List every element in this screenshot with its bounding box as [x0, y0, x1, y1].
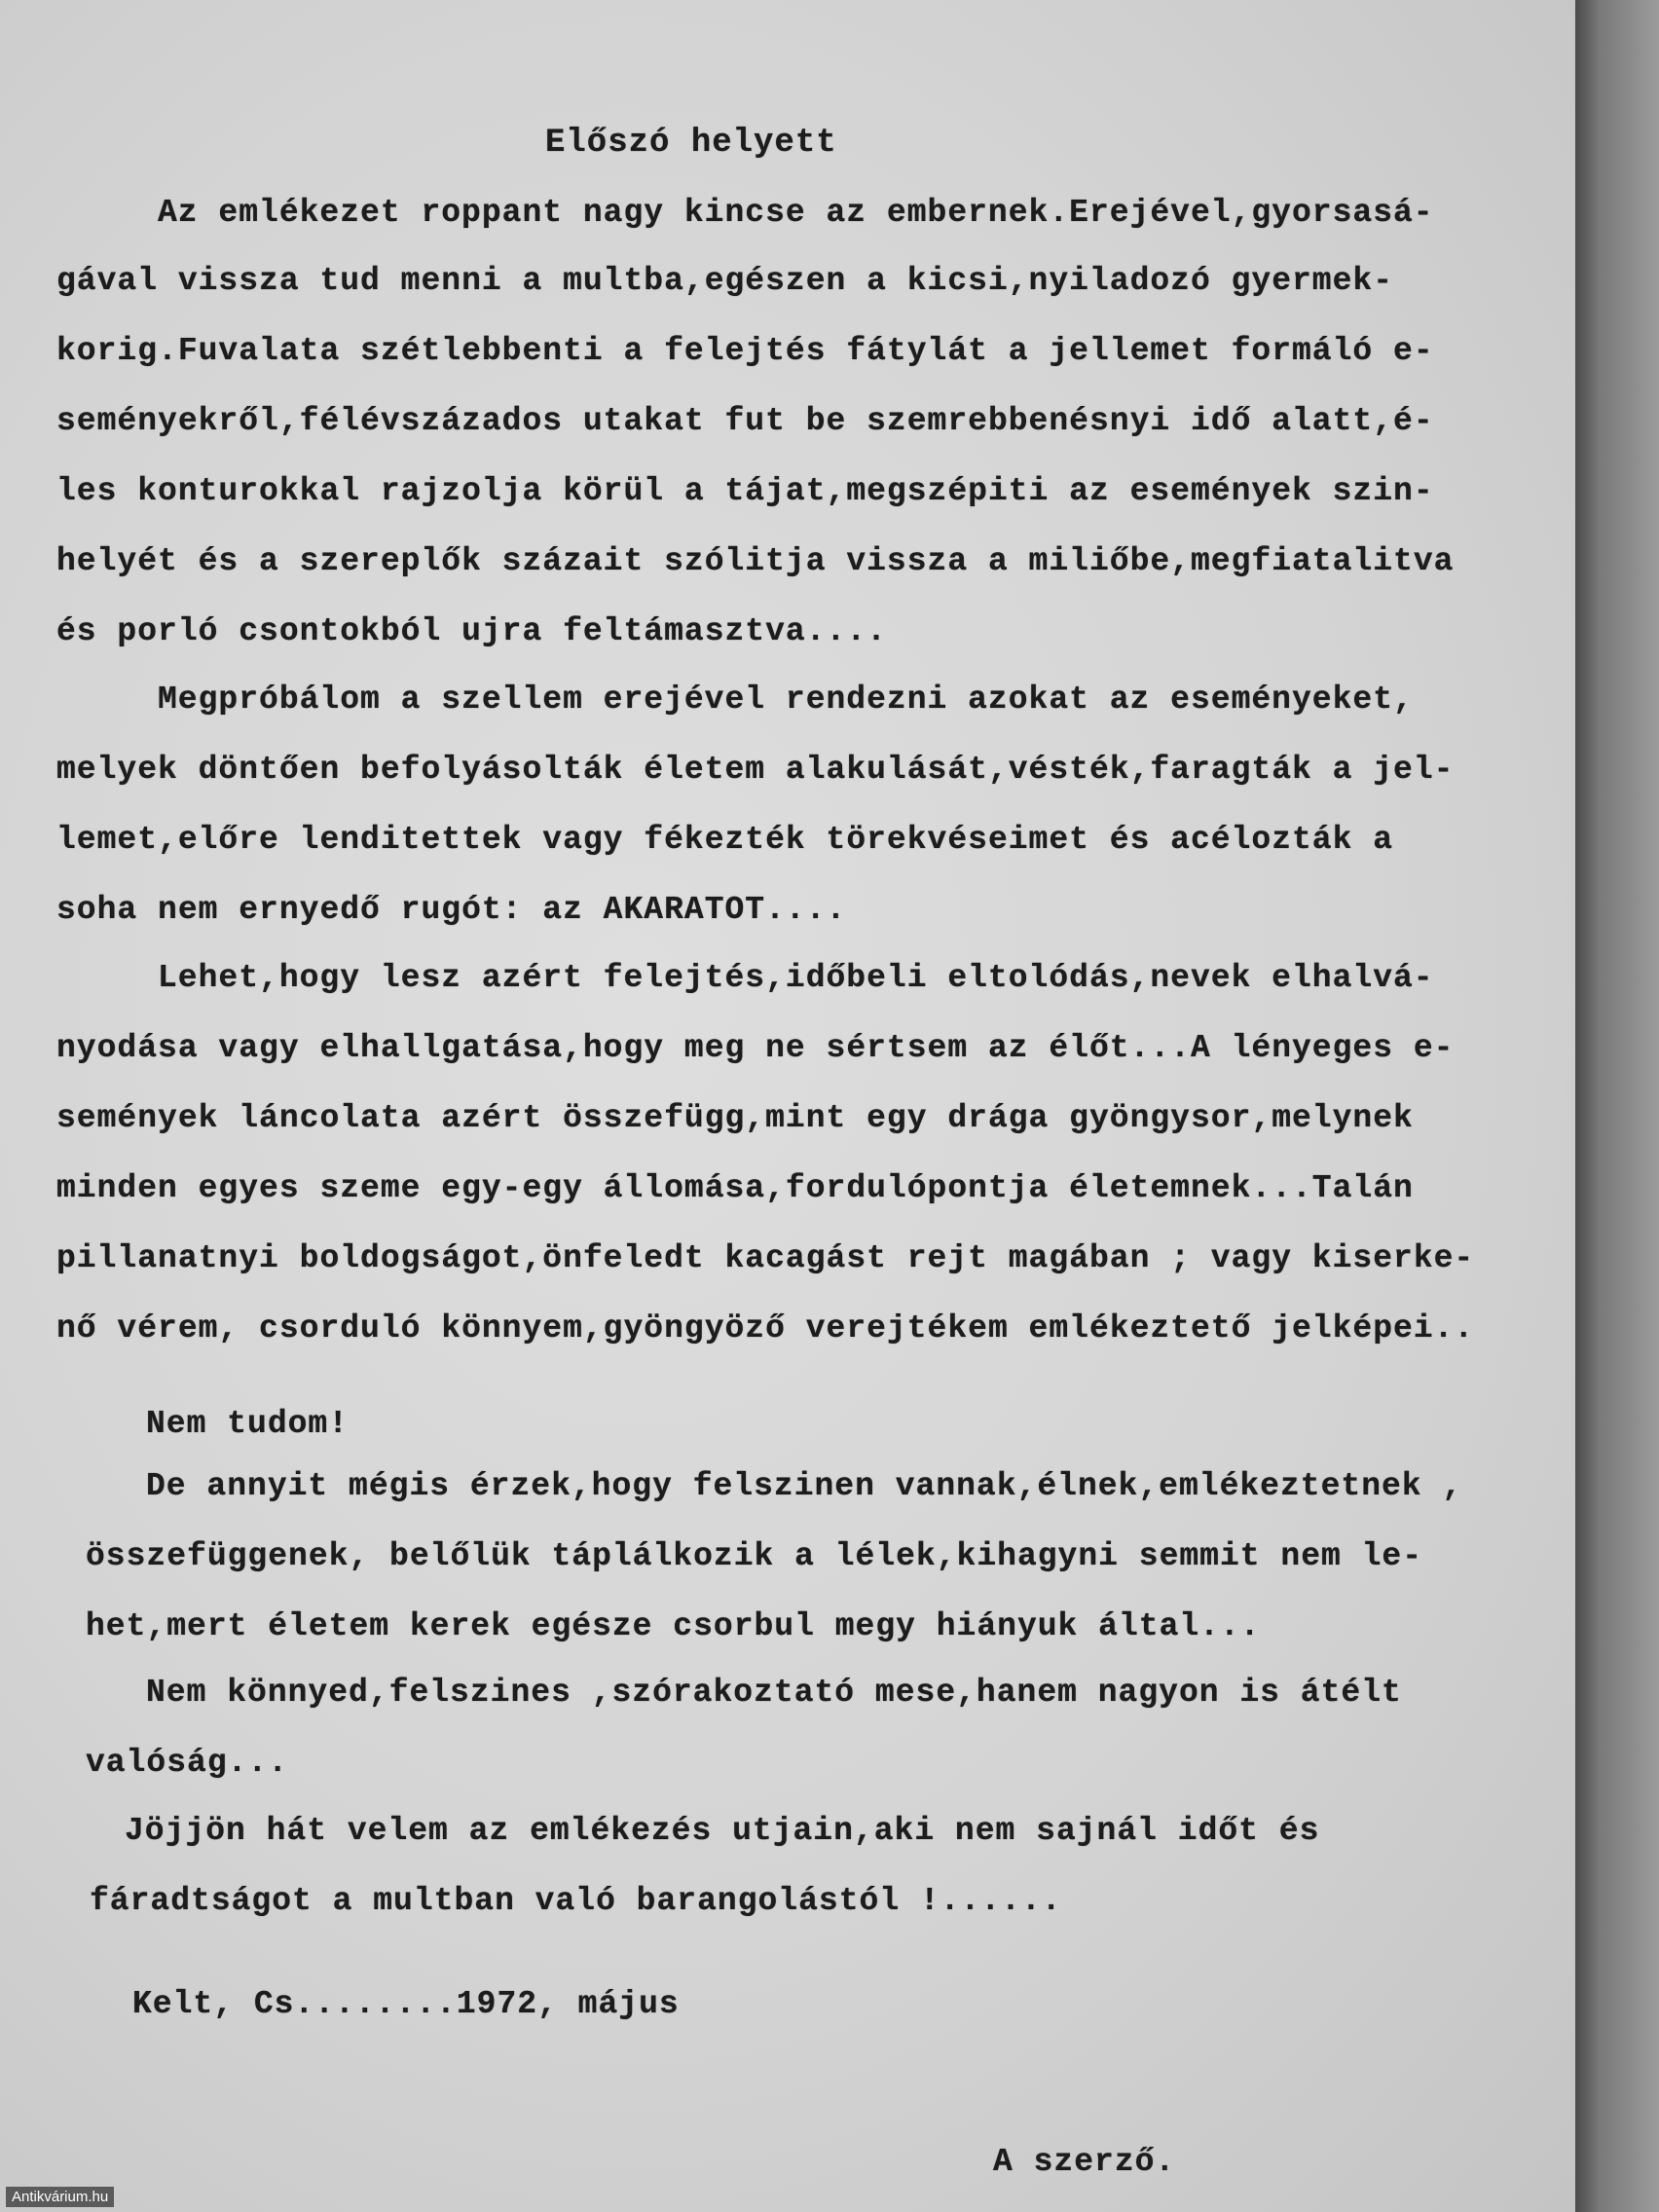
- text-line: Az emlékezet roppant nagy kincse az embernek.Erejével,gyorsasá-: [158, 195, 1434, 231]
- text-line: Nem könnyed,felszines ,szórakoztató mese,hanem nagyon is átélt: [146, 1675, 1402, 1711]
- text-line: Nem tudom!: [146, 1406, 350, 1442]
- text-line: nyodása vagy elhallgatása,hogy meg ne sértsem az élőt...A lényeges e-: [56, 1030, 1455, 1066]
- text-line: lemet,előre lenditettek vagy fékezték törekvéseimet és acélozták a: [56, 822, 1394, 858]
- text-line: nő vérem, csorduló könnyem,gyöngyöző verejtékem emlékeztető jelképei..: [56, 1310, 1475, 1346]
- text-line: valóság...: [86, 1745, 289, 1781]
- text-line: korig.Fuvalata szétlebbenti a felejtés fátylát a jellemet formáló e-: [56, 333, 1434, 369]
- text-line: minden egyes szeme egy-egy állomása,fordulópontja életemnek...Talán: [56, 1170, 1414, 1206]
- text-line: semények láncolata azért összefügg,mint egy drága gyöngysor,melynek: [56, 1100, 1414, 1136]
- text-line: helyét és a szereplők százait szólitja vissza a miliőbe,megfiatalitva: [56, 543, 1455, 579]
- text-line: Megpróbálom a szellem erejével rendezni azokat az eseményeket,: [158, 682, 1414, 718]
- watermark-label: Antikvárium.hu: [6, 2187, 114, 2207]
- text-line: seményekről,félévszázados utakat fut be szemrebbenésnyi idő alatt,é-: [56, 403, 1434, 439]
- signature: A szerző.: [993, 2144, 1176, 2180]
- text-line: fáradtságot a multban való barangolástól !......: [90, 1883, 1062, 1919]
- text-line: melyek döntően befolyásolták életem alakulását,vésték,faragták a jel-: [56, 752, 1455, 788]
- text-line: les konturokkal rajzolja körül a tájat,megszépiti az események szin-: [56, 473, 1434, 509]
- text-line: Lehet,hogy lesz azért felejtés,időbeli eltolódás,nevek elhalvá-: [158, 960, 1434, 996]
- text-line: pillanatnyi boldogságot,önfeledt kacagást rejt magában ; vagy kiserke-: [56, 1240, 1475, 1276]
- text-line: het,mert életem kerek egésze csorbul megy hiányuk által...: [86, 1608, 1261, 1644]
- text-line: összefüggenek, belőlük táplálkozik a lélek,kihagyni semmit nem le-: [86, 1538, 1423, 1574]
- text-line: Jöjjön hát velem az emlékezés utjain,aki nem sajnál időt és: [125, 1813, 1320, 1849]
- text-line: és porló csontokból ujra feltámasztva....: [56, 613, 887, 649]
- page-title: Előszó helyett: [545, 125, 837, 162]
- page-edge-shadow: [1575, 0, 1659, 2212]
- text-line: gával vissza tud menni a multba,egészen a kicsi,nyiladozó gyermek-: [56, 263, 1394, 299]
- date-line: Kelt, Cs........1972, május: [132, 1986, 680, 2022]
- text-line: soha nem ernyedő rugót: az AKARATOT....: [56, 892, 847, 928]
- text-line: De annyit mégis érzek,hogy felszinen vannak,élnek,emlékeztetnek ,: [146, 1468, 1463, 1504]
